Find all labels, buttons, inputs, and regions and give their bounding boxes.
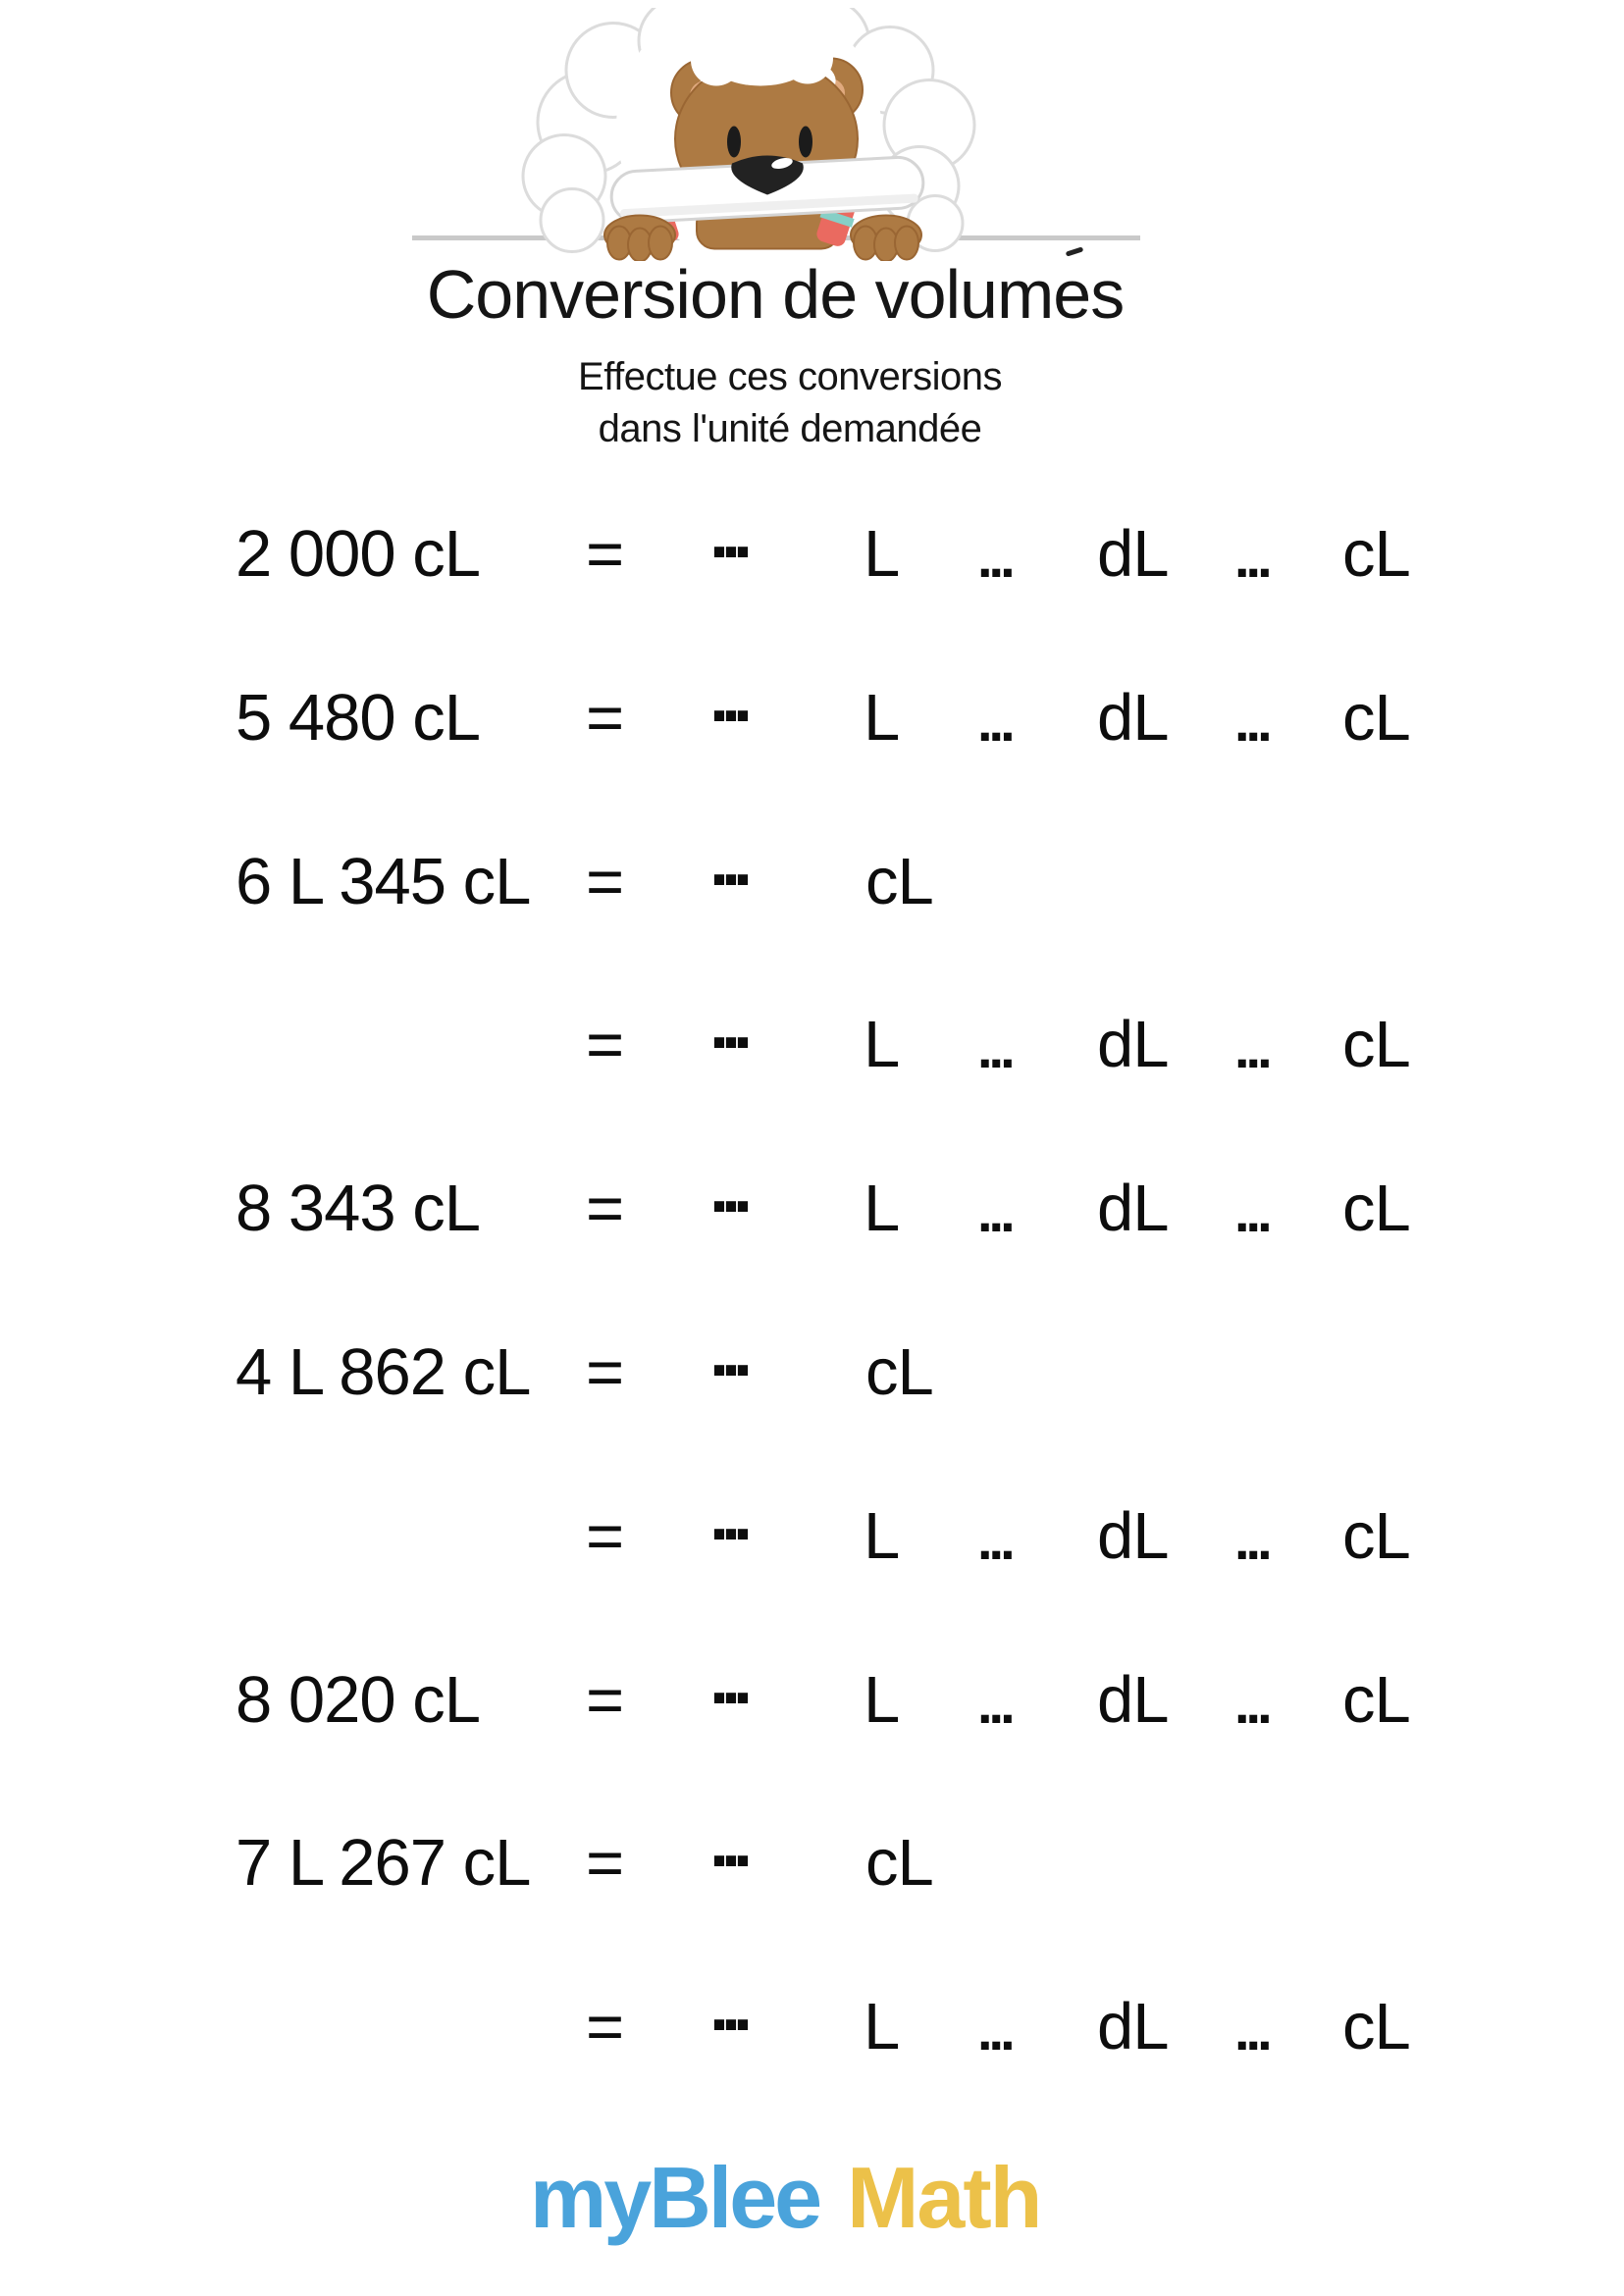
row-value: 6 L 345 cL	[236, 845, 531, 918]
unit-label-cl: cL	[1342, 1499, 1410, 1573]
page-subtitle	[5, 351, 1575, 455]
unit-label-dl: dL	[1097, 681, 1169, 755]
conversion-row	[0, 1967, 1624, 2076]
answer-blank-dots: ...	[709, 658, 746, 737]
answer-blank-dots: ...	[1234, 1018, 1269, 1079]
unit-label-cl: cL	[1342, 1172, 1410, 1245]
answer-blank-dots: ...	[709, 985, 746, 1064]
answer-blank-dots: ...	[977, 1018, 1012, 1079]
unit-label-cl: cL	[1342, 681, 1410, 755]
answer-blank-dots: ...	[709, 1803, 746, 1882]
conversion-row	[0, 1149, 1624, 1258]
answer-blank-dots: ...	[709, 822, 746, 901]
unit-label-dl: dL	[1097, 1499, 1169, 1573]
answer-blank-dots: ...	[709, 1967, 746, 2046]
unit-label-dl: dL	[1097, 1172, 1169, 1245]
answer-blank-dots: ...	[977, 1509, 1012, 1571]
conversion-row	[0, 985, 1624, 1094]
answer-blank-dots: ...	[977, 527, 1012, 589]
answer-blank-dots: ...	[1234, 527, 1269, 589]
answer-blank-dots: ...	[709, 1477, 746, 1555]
answer-blank-dots: ...	[977, 1181, 1012, 1243]
conversion-row	[0, 1477, 1624, 1586]
equals-sign: =	[586, 681, 624, 755]
equals-sign: =	[586, 845, 624, 918]
row-value: 8 020 cL	[236, 1663, 481, 1737]
conversion-row	[0, 822, 1624, 931]
unit-label-l: L	[864, 681, 900, 755]
unit-label-cl: cL	[865, 845, 933, 918]
equals-sign: =	[586, 517, 624, 591]
answer-blank-dots: ...	[1234, 691, 1269, 753]
myblee-math-logo	[530, 2151, 1040, 2246]
logo-part-math: Math	[847, 2149, 1041, 2246]
conversion-row	[0, 1641, 1624, 1749]
conversion-row	[0, 495, 1624, 603]
unit-label-cl: cL	[865, 1826, 933, 1900]
conversion-row	[0, 1803, 1624, 1912]
equals-sign: =	[586, 1172, 624, 1245]
answer-blank-dots: ...	[1234, 1673, 1269, 1735]
equals-sign: =	[586, 1499, 624, 1573]
unit-label-l: L	[864, 1499, 900, 1573]
answer-blank-dots: ...	[709, 495, 746, 573]
subtitle-line-2: dans l'unité demandée	[598, 407, 982, 450]
row-value: 4 L 862 cL	[236, 1335, 531, 1409]
unit-label-cl: cL	[1342, 1990, 1410, 2063]
row-value: 7 L 267 cL	[236, 1826, 531, 1900]
unit-label-dl: dL	[1097, 1663, 1169, 1737]
conversion-row	[0, 1313, 1624, 1422]
unit-label-dl: dL	[1097, 517, 1169, 591]
answer-blank-dots: ...	[977, 2000, 1012, 2061]
unit-label-l: L	[864, 517, 900, 591]
row-value: 2 000 cL	[236, 517, 481, 591]
row-value: 8 343 cL	[236, 1172, 481, 1245]
answer-blank-dots: ...	[709, 1641, 746, 1719]
logo-part-my: my	[530, 2149, 650, 2246]
unit-label-cl: cL	[1342, 1663, 1410, 1737]
answer-blank-dots: ...	[1234, 1181, 1269, 1243]
equals-sign: =	[586, 1335, 624, 1409]
row-value: 5 480 cL	[236, 681, 481, 755]
unit-label-cl: cL	[1342, 517, 1410, 591]
answer-blank-dots: ...	[977, 1673, 1012, 1735]
mascot-lion-icon	[496, 8, 996, 261]
equals-sign: =	[586, 1663, 624, 1737]
conversion-row	[0, 658, 1624, 767]
equals-sign: =	[586, 1008, 624, 1081]
answer-blank-dots: ...	[1234, 2000, 1269, 2061]
equals-sign: =	[586, 1990, 624, 2063]
unit-label-dl: dL	[1097, 1008, 1169, 1081]
logo-part-blee: Blee	[649, 2149, 820, 2246]
unit-label-l: L	[864, 1990, 900, 2063]
answer-blank-dots: ...	[1234, 1509, 1269, 1571]
unit-label-dl: dL	[1097, 1990, 1169, 2063]
unit-label-l: L	[864, 1172, 900, 1245]
unit-label-l: L	[864, 1663, 900, 1737]
answer-blank-dots: ...	[709, 1313, 746, 1391]
equals-sign: =	[586, 1826, 624, 1900]
unit-label-cl: cL	[865, 1335, 933, 1409]
subtitle-line-1: Effectue ces conversions	[578, 355, 1002, 398]
unit-label-l: L	[864, 1008, 900, 1081]
page-title: Conversion de volumes	[426, 256, 1125, 333]
answer-blank-dots: ...	[709, 1149, 746, 1227]
answer-blank-dots: ...	[977, 691, 1012, 753]
unit-label-cl: cL	[1342, 1008, 1410, 1081]
